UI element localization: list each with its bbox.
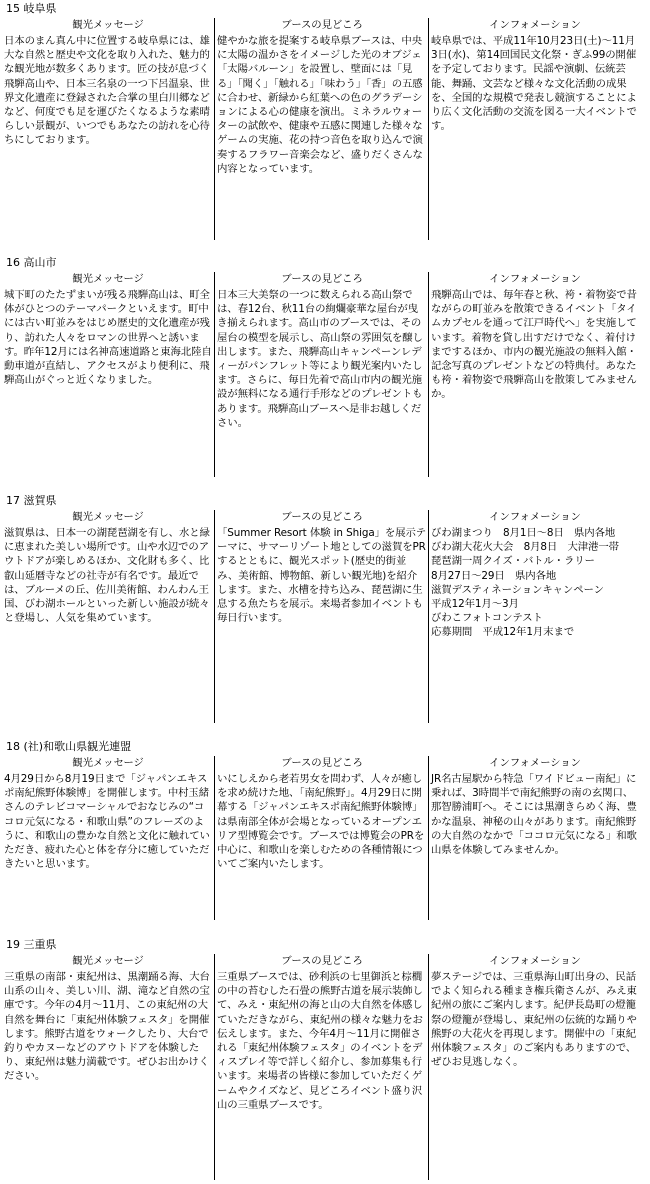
- info-line: 8月27日～29日 県内各地: [431, 569, 557, 582]
- message-text: 滋賀県は、日本一の湖琵琶湖を有し、水と緑に恵まれた美しい場所です。山や水辺でのアウトドアが楽しめるほか、文化財も多く、比叡山延暦寺などの社寺が有名です。最近では、ブルーメの丘、佐川美術館、わんわん王国、びわ湖ホールといった新しい施設が続々と登場し、人気を集めています。: [4, 527, 210, 625]
- section-shiga: [0, 494, 650, 724]
- booth-text: いにしえから老若男女を問わず、人々が癒しを求め続けた地、「南紀熊野」。4月29日に開幕する「ジャパンエキスポ南紀熊野体験博」は県南部全体が会場となっているオープンエリア型博覧会です。ブースでは博覧会のPRを中心に、和歌山を楽しむための各種情報についてご案内いたします。: [217, 773, 425, 871]
- column-divider: [214, 954, 215, 1180]
- section-gifu: [0, 2, 650, 240]
- message-header: 観光メッセージ: [72, 273, 144, 285]
- booth-header: ブースの見どころ: [281, 757, 363, 769]
- info-header: インフォメーション: [489, 273, 581, 285]
- section-title: 15 岐阜県: [6, 2, 57, 15]
- info-line: びわこフォトコンテスト: [431, 612, 543, 625]
- column-divider: [214, 756, 215, 920]
- column-divider: [428, 18, 429, 240]
- booth-column: [217, 18, 427, 176]
- message-header: 観光メッセージ: [72, 757, 144, 769]
- booth-text: 健やかな旅を提案する岐阜県ブースは、中央に太陽の温かさをイメージした光のオブジェ「太陽バルーン」を設置し、壁面には「見る」「聞く」「触れる」「味わう」「香」の五感に合わせ、新緑から紅葉への色のグラデーションによる心の健康を演出。ミネラルウォーターの試飲や、健康や五感に関連した様々なゲームの実施、花の持つ音色を取り込んで演奏するフラワー音楽会など、盛りだくさんな内容となっています。: [217, 35, 423, 175]
- column-divider: [214, 18, 215, 240]
- info-header: インフォメーション: [489, 19, 581, 31]
- info-line: 平成12年1月～3月: [431, 598, 519, 611]
- info-header: インフォメーション: [489, 757, 581, 769]
- booth-text: 三重県ブースでは、砂利浜の七里御浜と棕櫚の中の苔むした石畳の熊野古道を展示装飾して、みえ・東紀州の海と山の大自然を体感していただきながら、東紀州の様々な魅力をお伝えします。また、今年4月～11月に開催される「東紀州体験フェスタ」のイベントをディスプレイ等で詳しく紹介し、参加募集も行います。来場者の皆様に参加していただくゲームやクイズなど、見どころイベント盛り沢山の三重県ブースです。: [217, 971, 423, 1111]
- booth-column: [217, 756, 427, 871]
- section-title: 17 滋賀県: [6, 494, 57, 507]
- message-column: [4, 954, 212, 1084]
- info-line: 滋賀デスティネーションキャンペーン: [431, 583, 604, 596]
- message-column: [4, 272, 212, 387]
- message-header: 観光メッセージ: [72, 511, 144, 523]
- info-header: インフォメーション: [489, 511, 581, 523]
- message-text: 三重県の南部・東紀州は、黒潮踊る海、大台山系の山々、美しい川、湖、滝など自然の宝庫です。今年の4月～11月、この東紀州の大自然を舞台に「東紀州体験フェスタ」を開催します。熊野古道をウォークしたり、大台で釣りやカヌーなどのアウトドアを体験したり、東紀州は魅力満載です。ぜひお出かけください。: [4, 971, 210, 1083]
- info-column: [431, 510, 639, 640]
- info-column: [431, 272, 639, 402]
- message-text: 城下町のたたずまいが残る飛騨高山は、町全体がひとつのテーマパークといえます。町中には古い町並みをはじめ歴史的文化遺産が残り、訪れた人々をロマンの世界へと誘います。昨年12月には名神高速道路と東海北陸自動車道が直結し、アクセスがより便利に、飛騨高山がぐっと近くなりました。: [4, 289, 212, 387]
- section-title: 16 高山市: [6, 256, 57, 269]
- section-wakayama: [0, 740, 650, 920]
- booth-text: 「Summer Resort 体験 in Shiga」を展示テーマに、サマーリゾート地としての滋賀をPRするとともに、観光スポット(歴史的街並み、美術館、博物館、新しい観光地)を紹介します。また、水槽を持ち込み、琵琶湖に生息する魚たちを展示。来場者参加イベントも毎日行います。: [217, 527, 427, 625]
- booth-column: [217, 272, 427, 430]
- column-divider: [428, 954, 429, 1180]
- info-line: びわ湖まつり 8月1日～8日 県内各地: [431, 527, 616, 539]
- info-column: [431, 18, 639, 133]
- info-header: インフォメーション: [489, 955, 581, 967]
- message-text: 日本のまん真ん中に位置する岐阜県には、雄大な自然と歴史や文化を取り入れた、魅力的な観光地が数多くあります。匠の技が息づく飛騨高山や、日本三名泉の一つ下呂温泉、世界文化遺産に登録された合掌の里白川郷などなど、何度でも足を運びたくなるような素晴らしい景観が、いつでもあなたの訪れを心待ちにしております。: [4, 35, 210, 147]
- section-title: 18 (社)和歌山県観光連盟: [6, 740, 132, 753]
- section-takayama: [0, 256, 650, 466]
- booth-column: [217, 954, 427, 1112]
- booth-header: ブースの見どころ: [281, 273, 363, 285]
- column-divider: [214, 510, 215, 723]
- info-text: 夢ステージでは、三重県海山町出身の、民話でよく知られる種まき権兵衛さんが、みえ東紀州の旅にご案内します。紀伊長島町の燈籠祭の燈籠が登場し、東紀州の伝統的な踊りや熊野の大花火を再現します。開催中の「東紀州体験フェスタ」のご案内もありますので、ぜひお見逃しなく。: [431, 971, 637, 1069]
- info-text: 飛騨高山では、毎年春と秋、袴・着物姿で昔ながらの町並みを散策できるイベント「タイムカプセルを通って江戸時代へ」を実施しています。着物を貸し出すだけでなく、着付けまでするほか、市内の観光施設の無料入館・記念写真のプレゼントなどの特典付。あなたも袴・着物姿で飛騨高山を散策してみませんか。: [431, 289, 637, 401]
- section-mie: [0, 938, 650, 1182]
- info-line: びわ湖大花火大会 8月8日 大津港一帯: [431, 541, 619, 554]
- column-divider: [214, 272, 215, 477]
- booth-text: 日本三大美祭の一つに数えられる高山祭では、春12台、秋11台の絢爛豪華な屋台が曳き揃えられます。高山市のブースでは、その屋台の模型を展示し、高山祭の雰囲気を醸し出します。また、飛騨高山キャンペーンレディーがパンフレット等により観光案内いたします。さらに、毎日先着で高山市内の観光施設が無料になる通行手形などのプレゼントもあります。飛騨高山ブースへ是非お越しください。: [217, 289, 423, 429]
- message-column: [4, 18, 212, 148]
- info-line: 琵琶湖一周クイズ・バトル・ラリー: [431, 555, 595, 568]
- message-header: 観光メッセージ: [72, 955, 144, 967]
- info-list: [431, 526, 639, 640]
- message-text: 4月29日から8月19日まで「ジャパンエキスポ南紀熊野体験博」を開催します。中村玉緒さんのテレビコマーシャルでおなじみの“ココロ元気になる・和歌山県”のフレーズのように、和歌山の豊かな自然と文化に触れていただき、疲れた心と体を存分に癒していただきたいと思います。: [4, 773, 210, 871]
- message-column: [4, 510, 212, 625]
- booth-header: ブースの見どころ: [281, 19, 363, 31]
- booth-header: ブースの見どころ: [281, 511, 363, 523]
- info-line: 応募期間 平成12年1月末まで: [431, 626, 575, 639]
- info-column: [431, 756, 639, 857]
- message-column: [4, 756, 212, 871]
- section-title: 19 三重県: [6, 938, 57, 951]
- info-text: 岐阜県では、平成11年10月23日(土)～11月3日(水)、第14回国民文化祭・ぎふ99の開催を予定しております。民謡や演劇、伝統芸能、舞踊、文芸など様々な文化活動の成果を、全国的な規模で発表し競演することにより広く文化活動の交流を図る一大イベントです。: [431, 35, 637, 133]
- column-divider: [428, 510, 429, 723]
- info-text: JR名古屋駅から特急「ワイドビュー南紀」に乗れば、3時間半で南紀熊野の南の玄関口、那智勝浦町へ。そこには黒潮きらめく海、豊かな温泉、神秘の山々があります。南紀熊野の大自然のなかで「ココロ元気になる」和歌山県を体験してみませんか。: [431, 773, 637, 857]
- booth-header: ブースの見どころ: [281, 955, 363, 967]
- booth-column: [217, 510, 427, 625]
- column-divider: [428, 756, 429, 920]
- info-column: [431, 954, 639, 1069]
- column-divider: [428, 272, 429, 477]
- message-header: 観光メッセージ: [72, 19, 144, 31]
